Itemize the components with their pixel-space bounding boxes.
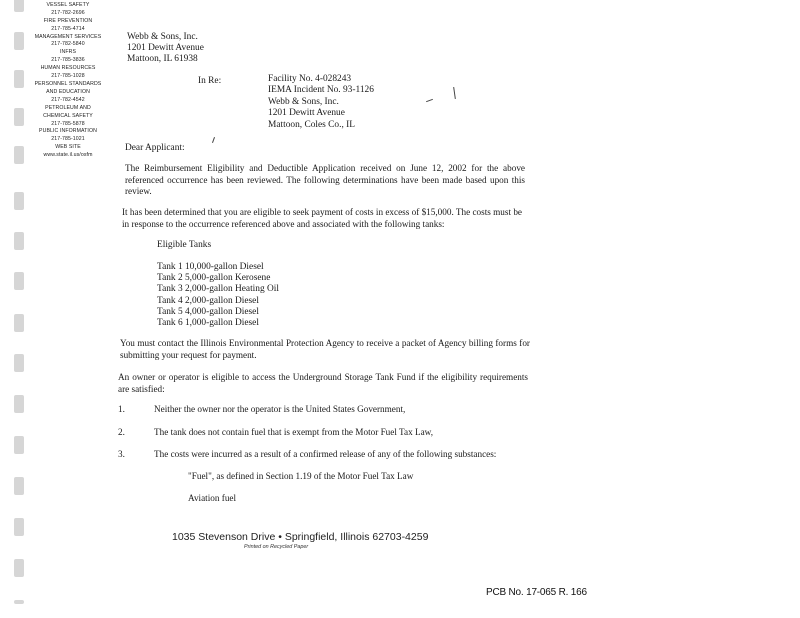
sidebar-line: 217-782-4542 xyxy=(51,96,85,103)
in-re-line: Webb & Sons, Inc. xyxy=(268,96,339,107)
sidebar-line: 217-785-4714 xyxy=(51,25,85,32)
paragraph-eligibility: It has been determined that you are eligible to seek payment of costs in excess of $15,000. The costs must be in response to the occurrence referenced above and associated with the following tanks: xyxy=(122,207,522,229)
docket-number: PCB No. 17-065 R. 166 xyxy=(486,587,587,598)
in-re-label: In Re: xyxy=(198,76,222,86)
requirement-number: 2. xyxy=(118,427,125,437)
addressee-block xyxy=(127,32,204,65)
pen-mark xyxy=(212,137,215,143)
sidebar-line: 217-785-1021 xyxy=(51,136,85,143)
sidebar-line: MANAGEMENT SERVICES xyxy=(34,33,102,40)
sidebar-line: AND EDUCATION xyxy=(46,88,90,95)
binding-hole xyxy=(14,146,24,164)
binding-hole xyxy=(14,32,24,50)
requirement-text: The tank does not contain fuel that is exempt from the Motor Fuel Tax Law, xyxy=(154,427,433,437)
paragraph-contact: You must contact the Illinois Environmental Protection Agency to receive a packet of Agency billing forms for submitting your request for payment. xyxy=(120,338,530,360)
requirement-text: Neither the owner nor the operator is the United States Government, xyxy=(154,404,406,414)
sidebar-line: PERSONNEL STANDARDS xyxy=(34,80,102,87)
addressee-line: Webb & Sons, Inc. xyxy=(127,32,198,42)
sidebar-line: INFRS xyxy=(59,49,77,56)
sidebar-line: 217-782-2696 xyxy=(51,9,85,16)
sidebar-line: 217-782-5840 xyxy=(51,41,85,48)
sidebar-line: CHEMICAL SAFETY xyxy=(43,112,93,119)
binding-hole xyxy=(14,232,24,250)
pen-mark xyxy=(453,87,456,99)
sidebar-line: PETROLEUM AND xyxy=(45,104,91,111)
binding-hole xyxy=(14,192,24,210)
sidebar-url[interactable]: www.state.il.us/osfm xyxy=(43,152,93,159)
tank-item: Tank 5 4,000-gallon Diesel xyxy=(157,306,259,317)
binding-hole xyxy=(14,436,24,454)
requirement-text: The costs were incurred as a result of a confirmed release of any of the following substances: xyxy=(154,449,497,459)
binding-hole xyxy=(14,0,24,12)
sidebar-line: 217-785-1028 xyxy=(51,73,85,80)
in-re-line: Facility No. 4-028243 xyxy=(268,74,352,84)
requirement-number: 3. xyxy=(118,449,125,459)
binding-hole xyxy=(14,314,24,332)
binding-hole xyxy=(14,395,24,413)
binding-hole xyxy=(14,272,24,290)
in-re-line: IEMA Incident No. 93-1126 xyxy=(268,85,374,96)
tank-item: Tank 3 2,000-gallon Heating Oil xyxy=(157,284,279,295)
binding-hole xyxy=(14,518,24,536)
tank-item: Tank 4 2,000-gallon Diesel xyxy=(157,295,259,306)
requirement-number: 1. xyxy=(118,404,125,414)
binding-hole xyxy=(14,108,24,126)
binding-hole xyxy=(14,559,24,577)
sidebar-line: 217-785-3836 xyxy=(51,57,85,64)
sidebar-directory xyxy=(30,0,106,160)
sidebar-line: VESSEL SAFETY xyxy=(46,1,90,8)
tanks-list xyxy=(157,262,279,329)
tank-item: Tank 2 5,000-gallon Kerosene xyxy=(157,273,271,284)
paragraph-requirements: An owner or operator is eligible to access the Underground Storage Tank Fund if the eligibility requirements are satisfied: xyxy=(118,372,528,394)
substance-item: Aviation fuel xyxy=(188,493,237,503)
sidebar-line: WEB SITE xyxy=(55,144,81,151)
addressee-line: 1201 Dewitt Avenue xyxy=(127,43,204,53)
addressee-line: Mattoon, IL 61938 xyxy=(127,54,198,64)
binding-holes xyxy=(14,0,26,618)
footer-address: 1035 Stevenson Drive • Springfield, Illinois 62703-4259 xyxy=(172,531,429,543)
sidebar-line: HUMAN RESOURCES xyxy=(40,65,96,72)
sidebar-line: FIRE PREVENTION xyxy=(43,17,93,24)
binding-hole xyxy=(14,354,24,372)
in-re-block xyxy=(268,74,374,131)
pen-mark xyxy=(426,99,433,102)
tank-item: Tank 6 1,000-gallon Diesel xyxy=(157,318,259,329)
substance-item: "Fuel", as defined in Section 1.19 of the Motor Fuel Tax Law xyxy=(188,471,414,481)
tank-item: Tank 1 10,000-gallon Diesel xyxy=(157,262,264,272)
tanks-heading: Eligible Tanks xyxy=(157,240,212,250)
in-re-line: 1201 Dewitt Avenue xyxy=(268,108,345,119)
binding-hole xyxy=(14,477,24,495)
in-re-line: Mattoon, Coles Co., IL xyxy=(268,119,355,130)
sidebar-line: 217-785-5878 xyxy=(51,120,85,127)
binding-hole xyxy=(14,600,24,604)
recycled-paper-note: Printed on Recycled Paper xyxy=(244,544,309,550)
salutation: Dear Applicant: xyxy=(125,143,185,153)
paragraph-review: The Reimbursement Eligibility and Deductible Application received on June 12, 2002 for the above referenced occurrence has been reviewed. The following determinations have been made based upon this review. xyxy=(125,163,525,196)
binding-hole xyxy=(14,70,24,88)
sidebar-line: PUBLIC INFORMATION xyxy=(39,128,97,135)
